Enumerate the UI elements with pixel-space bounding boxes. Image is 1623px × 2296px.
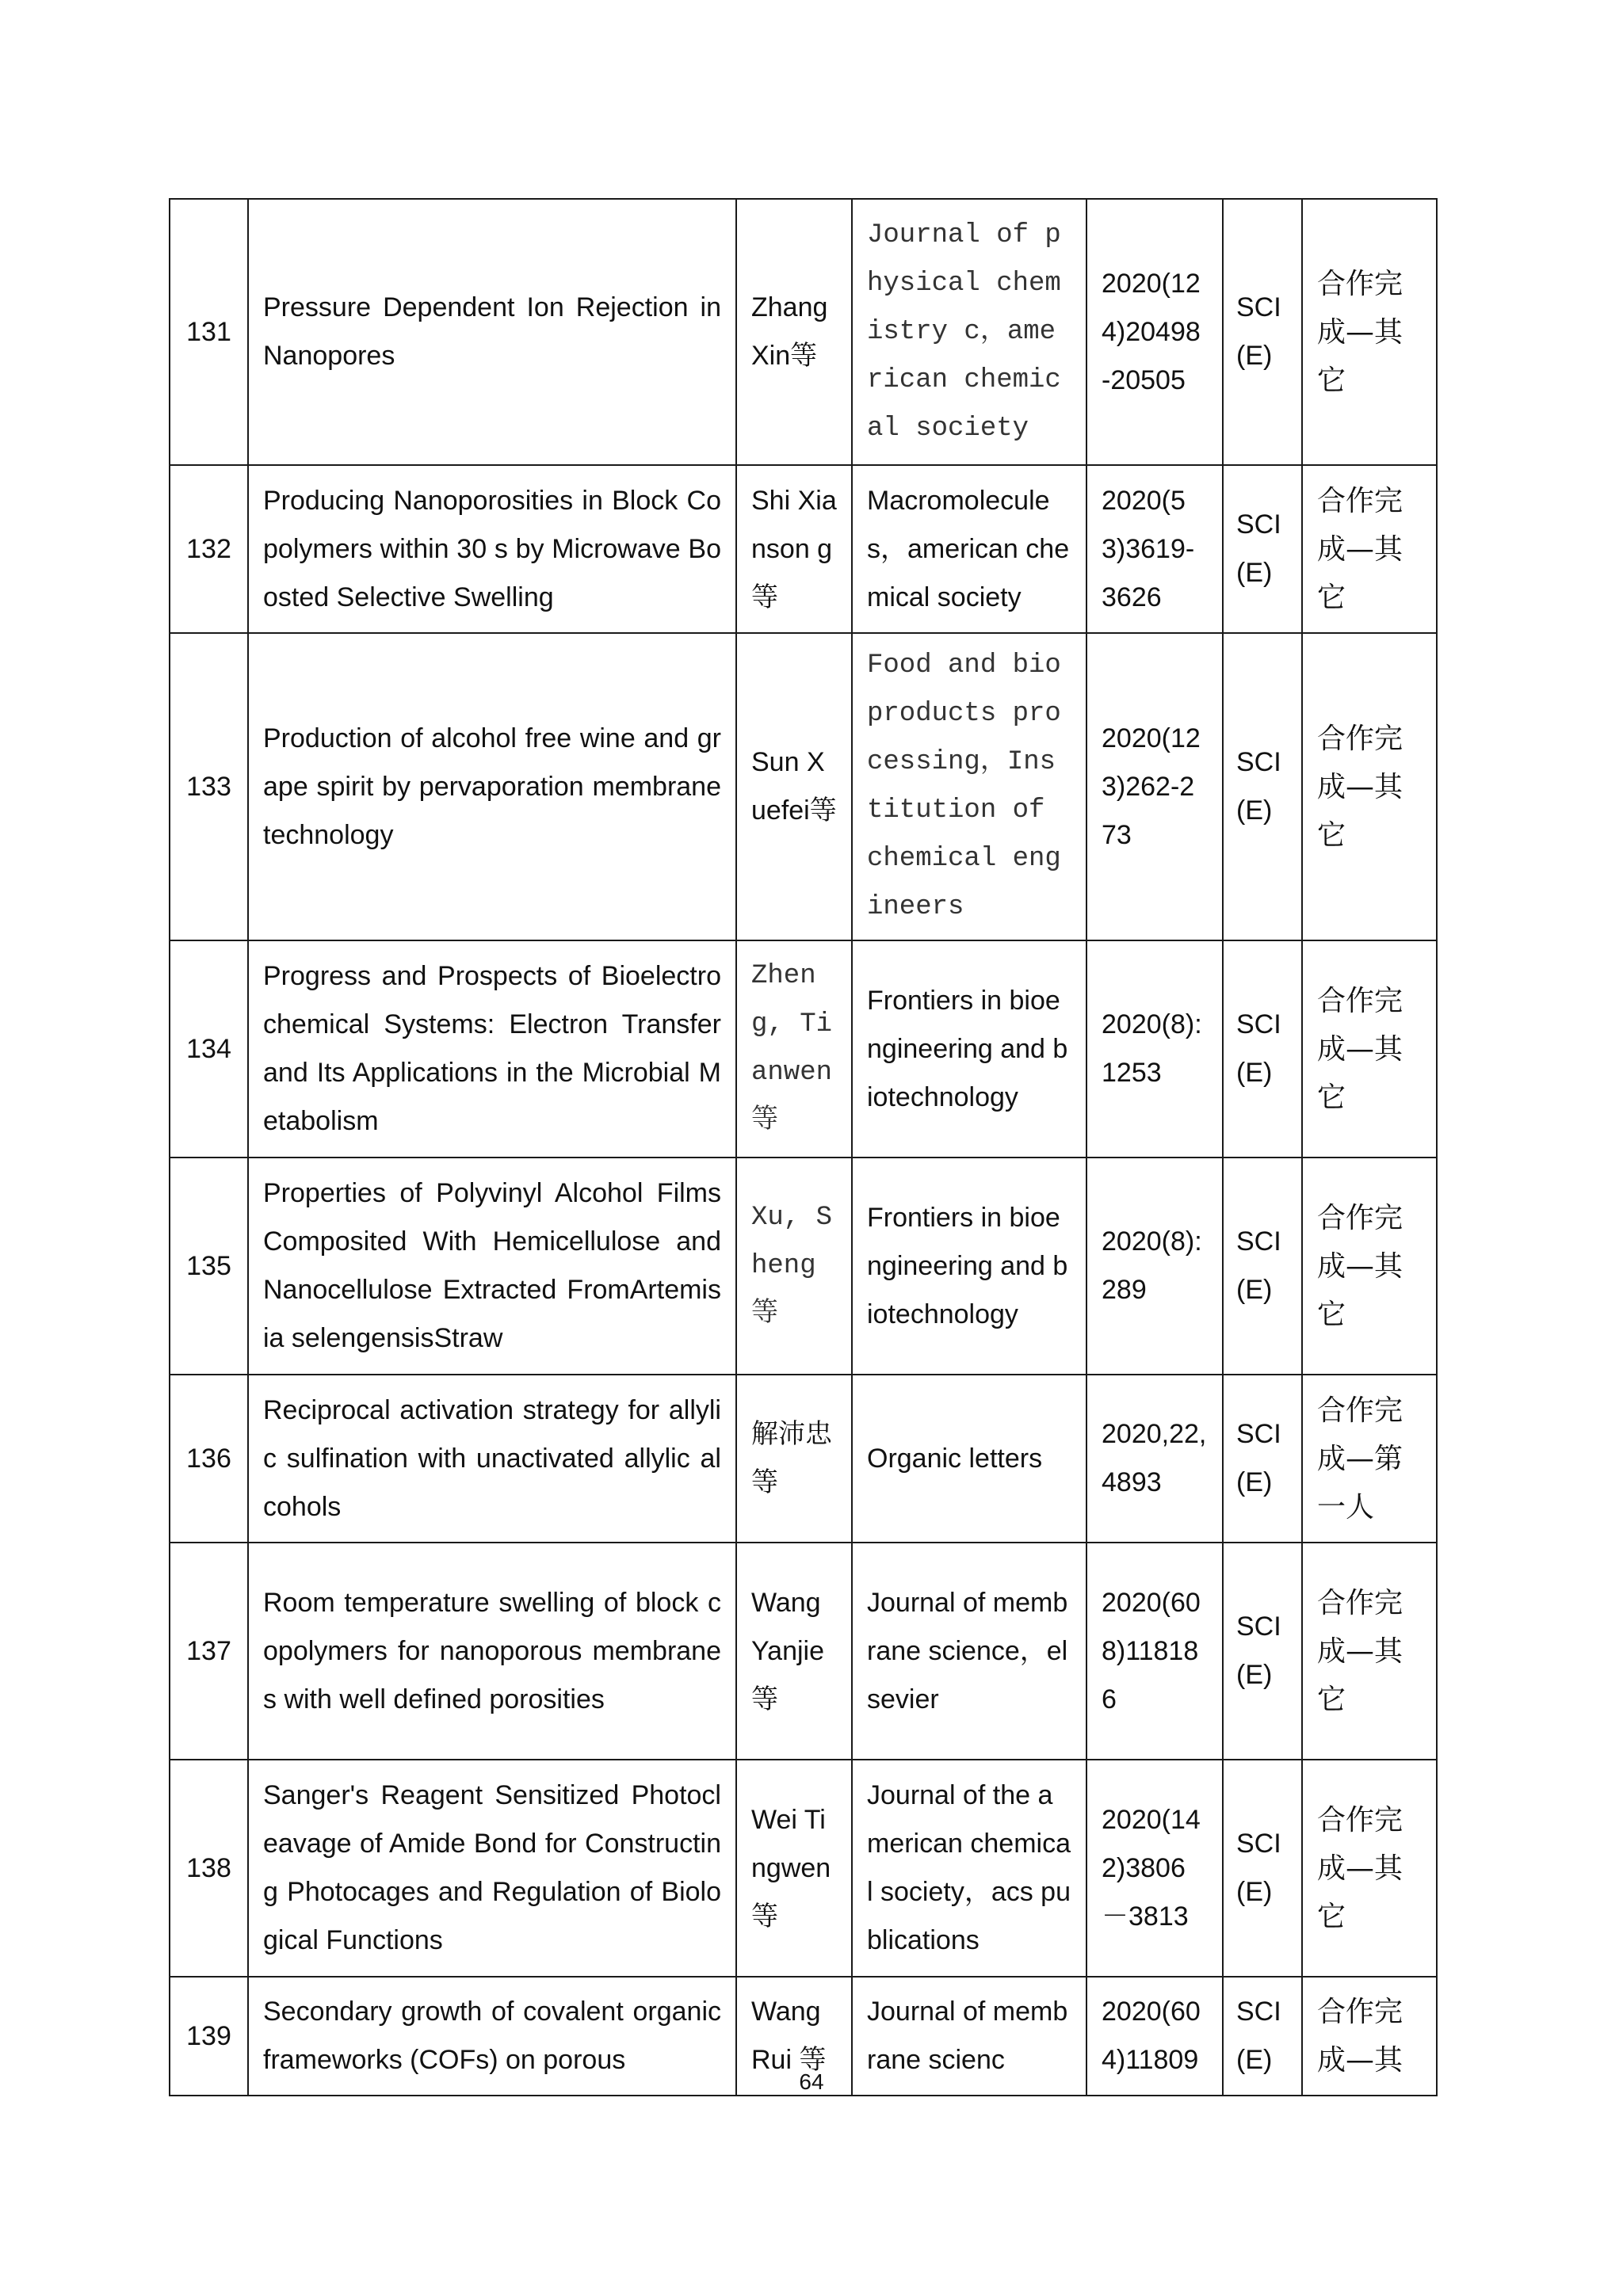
author: Wei Tingwen等	[736, 1760, 852, 1977]
table-row	[170, 1158, 1437, 1375]
row-number: 139	[170, 1977, 248, 2096]
paper-title: Secondary growth of covalent organic frameworks (COFs) on porous	[248, 1977, 736, 2096]
journal: Journal of physical chemistry c，american chemical society	[852, 199, 1086, 465]
author: Shi Xianson g 等	[736, 465, 852, 633]
table-row	[170, 633, 1437, 940]
index-type: SCI (E)	[1223, 465, 1302, 633]
row-number: 138	[170, 1760, 248, 1977]
completion-mode: 合作完成—第一人	[1302, 1375, 1437, 1543]
table-row	[170, 199, 1437, 465]
paper-title: Sanger's Reagent Sensitized Photocleavage of Amide Bond for Constructing Photocages and Regulation of Biological Functions	[248, 1760, 736, 1977]
table-row	[170, 465, 1437, 633]
row-number: 131	[170, 199, 248, 465]
volume-pages: 2020(53)3619-3626	[1086, 465, 1223, 633]
paper-title: Pressure Dependent Ion Rejection in Nanopores	[248, 199, 736, 465]
row-number: 132	[170, 465, 248, 633]
journal: Journal of the american chemical society，acs publications	[852, 1760, 1086, 1977]
publications-table	[169, 198, 1438, 2096]
paper-title: Properties of Polyvinyl Alcohol Films Composited With Hemicellulose and Nanocellulose Extracted FromArtemisia selengensisStraw	[248, 1158, 736, 1375]
index-type: SCI (E)	[1223, 1977, 1302, 2096]
journal: Frontiers in bioengineering and biotechnology	[852, 940, 1086, 1158]
completion-mode: 合作完成—其它	[1302, 199, 1437, 465]
completion-mode: 合作完成—其它	[1302, 940, 1437, 1158]
journal: Frontiers in bioengineering and biotechnology	[852, 1158, 1086, 1375]
index-type: SCI (E)	[1223, 633, 1302, 940]
row-number: 136	[170, 1375, 248, 1543]
index-type: SCI (E)	[1223, 940, 1302, 1158]
table-row	[170, 1375, 1437, 1543]
volume-pages: 2020(142)3806－3813	[1086, 1760, 1223, 1977]
completion-mode: 合作完成—其它	[1302, 633, 1437, 940]
author: Zheng, Tianwen等	[736, 940, 852, 1158]
completion-mode: 合作完成—其	[1302, 1977, 1437, 2096]
index-type: SCI (E)	[1223, 1375, 1302, 1543]
table-row	[170, 1760, 1437, 1977]
volume-pages: 2020(123)262-273	[1086, 633, 1223, 940]
journal: Food and bioproducts processing，Institution of chemical engineers	[852, 633, 1086, 940]
completion-mode: 合作完成—其它	[1302, 1543, 1437, 1760]
author: 解沛忠等	[736, 1375, 852, 1543]
author: Zhang Xin等	[736, 199, 852, 465]
journal: Journal of membrane scienc	[852, 1977, 1086, 2096]
paper-title: Production of alcohol free wine and grape spirit by pervaporation membrane technology	[248, 633, 736, 940]
page-number: 64	[799, 2069, 824, 2094]
index-type: SCI (E)	[1223, 1543, 1302, 1760]
author: Wang Rui 等	[736, 1977, 852, 2096]
volume-pages: 2020(604)11809	[1086, 1977, 1223, 2096]
journal: Journal of membrane science，elsevier	[852, 1543, 1086, 1760]
index-type: SCI (E)	[1223, 1760, 1302, 1977]
paper-title: Reciprocal activation strategy for allylic sulfination with unactivated allylic alcohols	[248, 1375, 736, 1543]
table-row	[170, 1543, 1437, 1760]
paper-title: Room temperature swelling of block copolymers for nanoporous membranes with well defined porosities	[248, 1543, 736, 1760]
index-type: SCI (E)	[1223, 1158, 1302, 1375]
author: Sun Xuefei等	[736, 633, 852, 940]
volume-pages: 2020(608)118186	[1086, 1543, 1223, 1760]
volume-pages: 2020,22,4893	[1086, 1375, 1223, 1543]
volume-pages: 2020(8): 1253	[1086, 940, 1223, 1158]
row-number: 137	[170, 1543, 248, 1760]
completion-mode: 合作完成—其它	[1302, 465, 1437, 633]
author: Xu, Sheng等	[736, 1158, 852, 1375]
paper-title: Producing Nanoporosities in Block Copolymers within 30 s by Microwave Boosted Selective Swelling	[248, 465, 736, 633]
journal: Organic letters	[852, 1375, 1086, 1543]
row-number: 134	[170, 940, 248, 1158]
completion-mode: 合作完成—其它	[1302, 1760, 1437, 1977]
author: Wang Yanjie等	[736, 1543, 852, 1760]
journal: Macromolecules，american chemical society	[852, 465, 1086, 633]
row-number: 133	[170, 633, 248, 940]
paper-title: Progress and Prospects of Bioelectrochemical Systems: Electron Transfer and Its Applications in the Microbial Metabolism	[248, 940, 736, 1158]
table-row	[170, 940, 1437, 1158]
volume-pages: 2020(8): 289	[1086, 1158, 1223, 1375]
row-number: 135	[170, 1158, 248, 1375]
index-type: SCI (E)	[1223, 199, 1302, 465]
completion-mode: 合作完成—其它	[1302, 1158, 1437, 1375]
volume-pages: 2020(124)20498-20505	[1086, 199, 1223, 465]
